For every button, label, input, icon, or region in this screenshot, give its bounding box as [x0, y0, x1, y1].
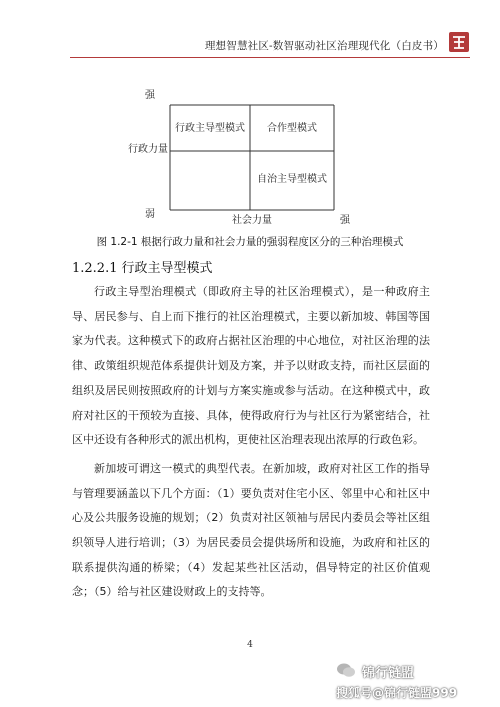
y-axis-label: 行政力量: [128, 144, 168, 155]
seal-logo-icon: [448, 31, 470, 53]
section-title: 行政主导型模式: [121, 261, 213, 276]
body-text: [72, 280, 430, 609]
quadrant-top-right-label: 合作型模式: [267, 123, 317, 134]
watermark: [336, 660, 466, 700]
header-title: 理想智慧社区-数智驱动社区治理现代化（白皮书）: [204, 40, 444, 52]
quadrant-top-left-label: 行政主导型模式: [175, 123, 245, 134]
x-axis-strong-label: 强: [340, 215, 350, 226]
page-number: 4: [247, 640, 253, 650]
paragraph: 行政主导型治理模式（即政府主导的社区治理模式），是一种政府主导、居民参与、自上而下推行的社区治理模式，主要以新加坡、韩国等国家为代表。这种模式下的政府占据社区治理的中心地位，对社区治理的法律、政策组织规范体系提供计划及方案，并予以财政支持，而社区层面的组织及居民则按照政府的计划与方案实施或参与活动。在这种模式中，政府对社区的干预较为直接、具体，使得政府行为与社区行为紧密结合，社区中还设有各种形式的派出机构，更使社区治理表现出浓厚的行政色彩。: [72, 285, 430, 447]
page-header: [0, 0, 500, 60]
wechat-bubble-icon: [336, 662, 356, 680]
figure-caption: 图 1.2-1 根据行政力量和社会力量的强弱程度区分的三种治理模式: [96, 236, 404, 248]
y-axis-strong-label: 强: [145, 90, 155, 101]
watermark-name: 锦行链盟: [362, 666, 415, 681]
paragraph: 新加坡可谓这一模式的典型代表。在新加坡，政府对社区工作的指导与管理要涵盖以下几个方面：（1）要负责对住宅小区、邻里中心和社区中心及公共服务设施的规划；（2）负责对社区领袖与居民内委员会等社区组织领导人进行培训；（3）为居民委员会提供场所和设施，为政府和社区的联系提供沟通的桥梁；（4）发起某些社区活动，倡导特定的社区价值观念；（5）给与社区建设财政上的支持等。: [72, 461, 430, 599]
quadrant-bottom-right-label: 自治主导型模式: [257, 174, 327, 185]
x-axis-label: 社会力量: [232, 215, 272, 226]
section-heading: [72, 257, 213, 276]
section-number: 1.2.2.1: [72, 261, 118, 276]
watermark-source: 搜狐号@锦行链盟999: [336, 686, 458, 700]
governance-matrix-diagram: [0, 60, 500, 240]
header-rule: [70, 57, 470, 58]
origin-weak-label: 弱: [145, 209, 155, 220]
